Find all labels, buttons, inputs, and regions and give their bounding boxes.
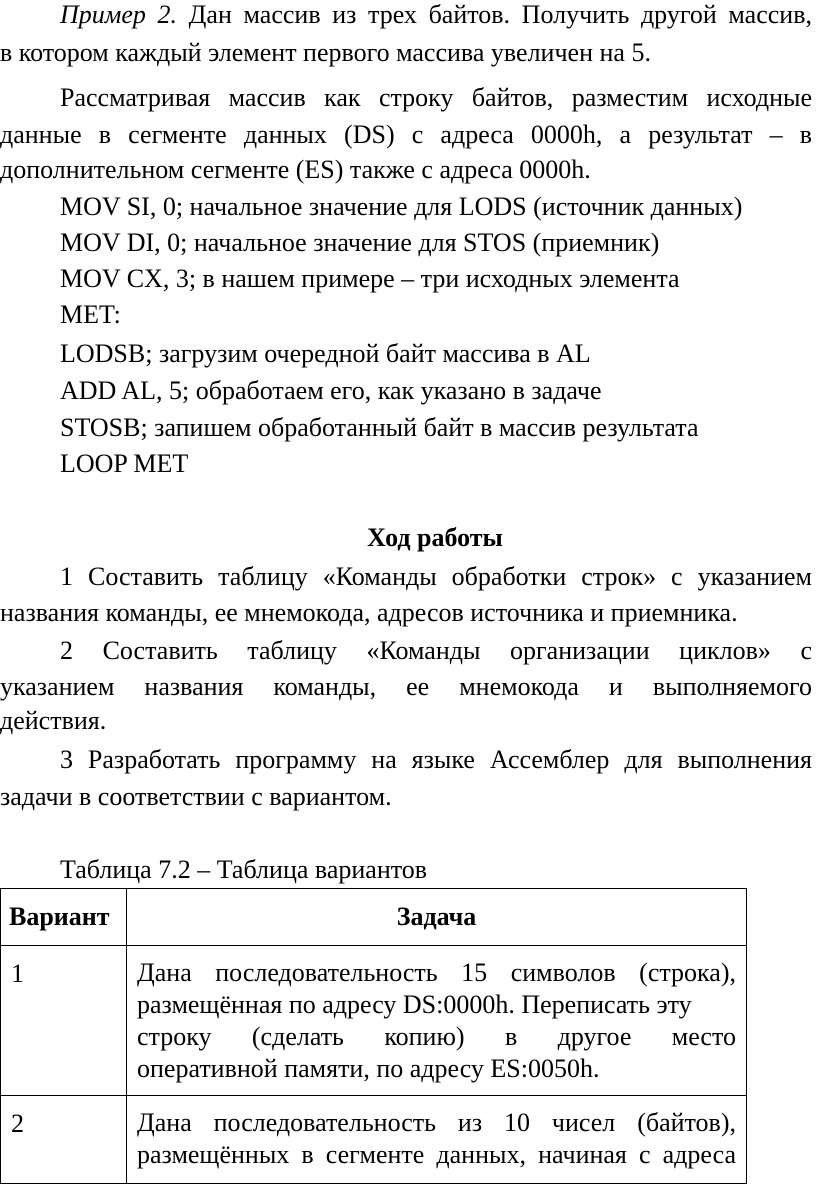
task-line: Дана последовательность 15 символов (строка), bbox=[137, 958, 736, 987]
workflow-line-2: названия команды, ее мнемокода, адресов источника и приемника. bbox=[0, 598, 738, 627]
code-line-5: LODSB; загрузим очередной байт массива в AL bbox=[60, 339, 591, 368]
code-line-3: MOV CX, 3; в нашем примере – три исходных элемента bbox=[60, 264, 680, 293]
code-line-4: MET: bbox=[60, 300, 121, 329]
code-line-7: STOSB; запишем обработанный байт в массив результата bbox=[60, 413, 699, 442]
variant-number: 1 bbox=[1, 946, 127, 1096]
workflow-line-3: 2 Составить таблицу «Команды организации циклов» с bbox=[60, 636, 812, 665]
task-cell bbox=[127, 946, 747, 1096]
header-variant: Вариант bbox=[1, 889, 127, 946]
table-row bbox=[1, 1096, 747, 1184]
task-cell bbox=[127, 1096, 747, 1184]
workflow-line-1: 1 Составить таблицу «Команды обработки строк» с указанием bbox=[60, 562, 812, 591]
code-line-2: MOV DI, 0; начальное значение для STOS (приемник) bbox=[60, 228, 660, 257]
example-line-3: Рассматривая массив как строку байтов, разместим исходные bbox=[60, 83, 812, 112]
code-line-8: LOOP MET bbox=[60, 449, 189, 478]
example-line-4: данные в сегменте данных (DS) с адреса 0000h, а результат – в bbox=[0, 120, 812, 149]
table-caption: Таблица 7.2 – Таблица вариантов bbox=[60, 855, 428, 884]
task-line: Дана последовательность из 10 чисел (байтов), bbox=[137, 1108, 736, 1137]
example-line-1 bbox=[60, 0, 812, 30]
task-line: оперативной памяти, по адресу ES:0050h. bbox=[137, 1054, 600, 1083]
workflow-line-7: задачи в соответствии с вариантом. bbox=[0, 782, 392, 811]
example-text: Дан массив из трех байтов. Получить другой массив, bbox=[177, 0, 812, 29]
task-line: строку (сделать копию) в другое место bbox=[137, 1022, 736, 1051]
variants-table bbox=[0, 888, 747, 1184]
task-line: размещённая по адресу DS:0000h. Переписать эту bbox=[137, 990, 692, 1019]
variant-number: 2 bbox=[1, 1096, 127, 1184]
task-line: размещённых в сегменте данных, начиная с адреса bbox=[137, 1140, 736, 1169]
code-line-1: MOV SI, 0; начальное значение для LODS (источник данных) bbox=[60, 192, 743, 221]
table-header-row bbox=[1, 889, 747, 946]
workflow-line-4: указанием названия команды, ее мнемокода и выполняемого bbox=[0, 672, 812, 701]
code-line-6: ADD AL, 5; обработаем его, как указано в задаче bbox=[60, 376, 602, 405]
workflow-line-5: действия. bbox=[0, 706, 107, 735]
table-row bbox=[1, 946, 747, 1096]
example-line-5: дополнительном сегменте (ES) также с адреса 0000h. bbox=[0, 155, 591, 184]
header-task: Задача bbox=[127, 889, 747, 946]
workflow-line-6: 3 Разработать программу на языке Ассемблер для выполнения bbox=[60, 745, 812, 774]
section-heading: Ход работы bbox=[367, 523, 503, 552]
example-line-2: в котором каждый элемент первого массива увеличен на 5. bbox=[0, 38, 651, 67]
example-label: Пример 2. bbox=[60, 0, 178, 29]
